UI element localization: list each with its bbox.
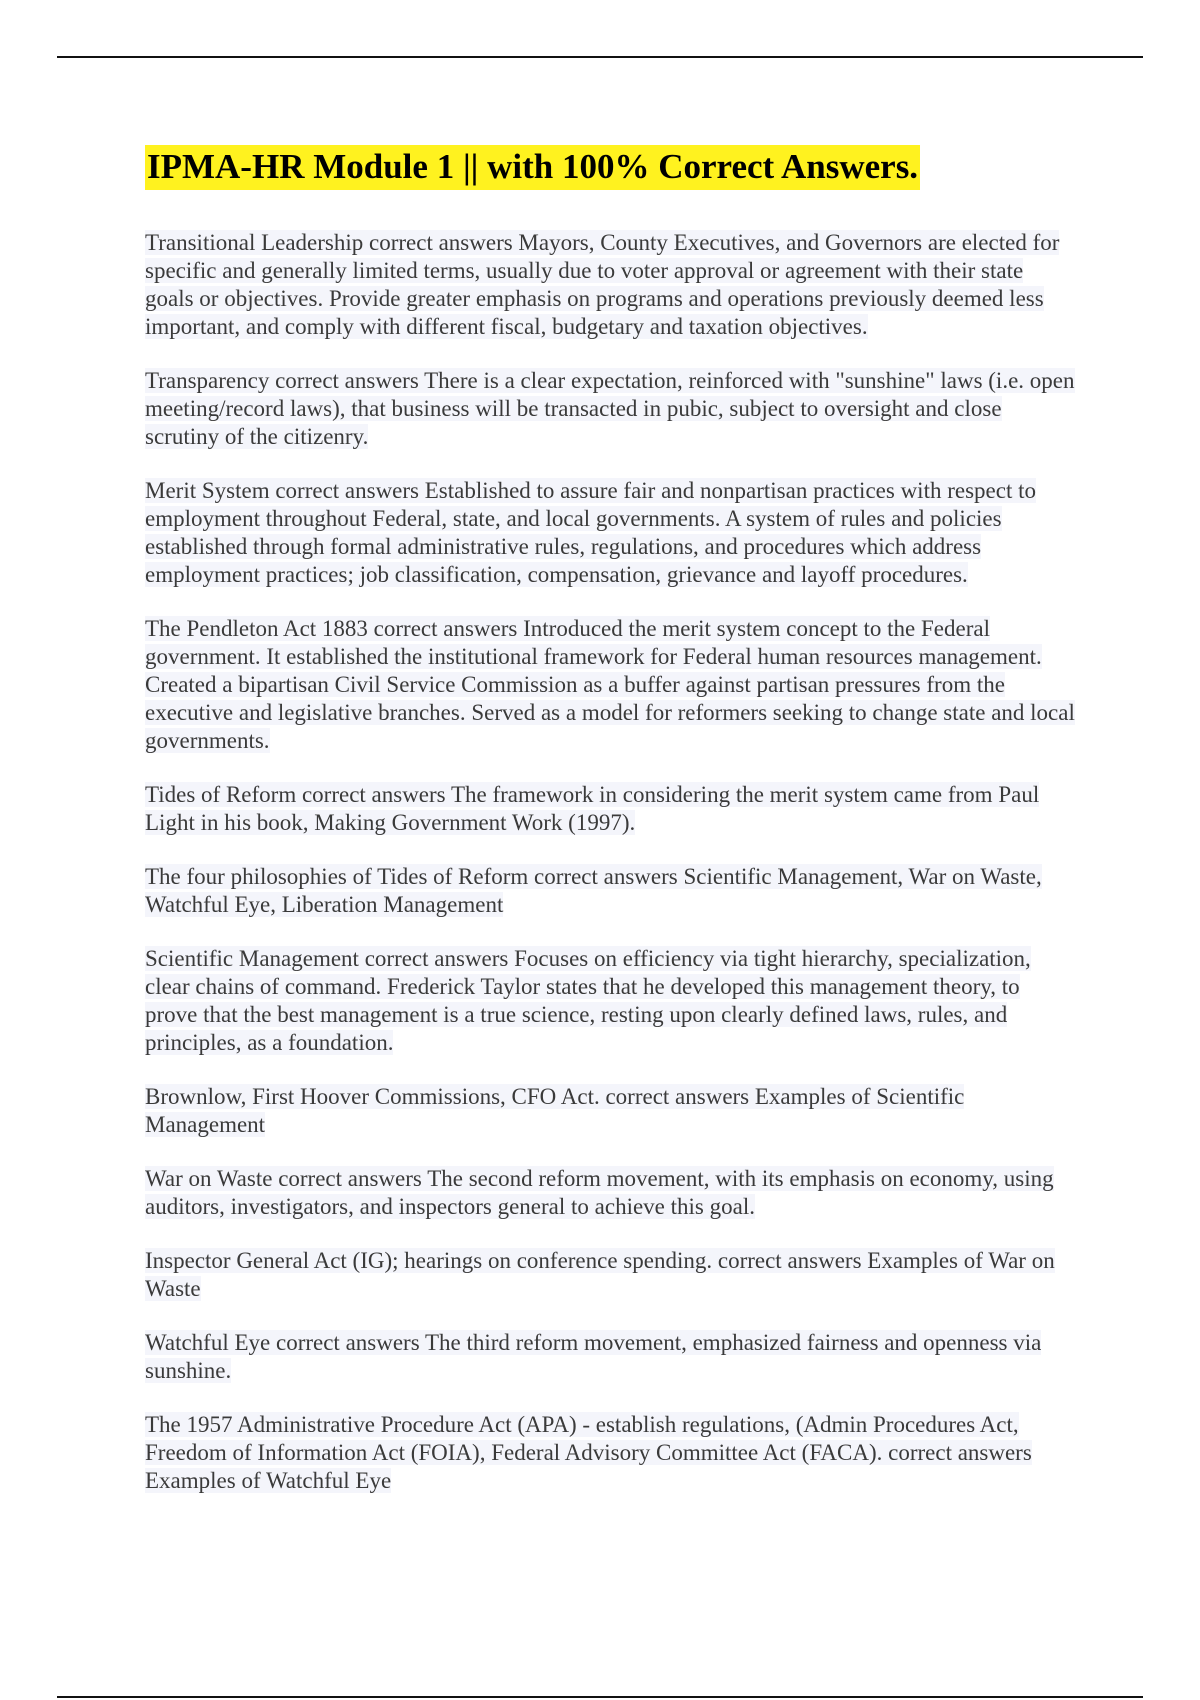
qa-entry: The 1957 Administrative Procedure Act (APA) - establish regulations, (Admin Procedures Act, Freedom of Information Act (FOIA), Federal Advisory Committee Act (FACA). correct answers Examples of Watchful Eye xyxy=(145,1412,1032,1493)
qa-entry: The four philosophies of Tides of Reform correct answers Scientific Management, War on Waste, Watchful Eye, Liberation Management xyxy=(145,864,1042,917)
qa-entry: Scientific Management correct answers Focuses on efficiency via tight hierarchy, specialization, clear chains of command. Frederick Taylor states that he developed this management theory, to prove that the best management is a true science, resting upon clearly defined laws, rules, and principles, as a foundation. xyxy=(145,946,1031,1055)
title-line xyxy=(145,142,1075,199)
qa-entry: Inspector General Act (IG); hearings on conference spending. correct answers Examples of War on Waste xyxy=(145,1248,1055,1301)
qa-entry: Brownlow, First Hoover Commissions, CFO Act. correct answers Examples of Scientific Management xyxy=(145,1084,965,1137)
bottom-rule xyxy=(57,1696,1143,1698)
top-rule xyxy=(57,56,1143,58)
qa-entry: Tides of Reform correct answers The framework in considering the merit system came from Paul Light in his book, Making Government Work (1997). xyxy=(145,782,1040,835)
qa-entry: Watchful Eye correct answers The third reform movement, emphasized fairness and openness via sunshine. xyxy=(145,1330,1042,1383)
document-body xyxy=(145,142,1075,1521)
qa-entry: Transparency correct answers There is a clear expectation, reinforced with "sunshine" laws (i.e. open meeting/record laws), that business will be transacted in pubic, subject to oversight and close scrutiny of the citizenry. xyxy=(145,368,1075,449)
qa-entry: The Pendleton Act 1883 correct answers Introduced the merit system concept to the Federal government. It established the institutional framework for Federal human resources management. Created a bipartisan Civil Service Commission as a buffer against partisan pressures from the executive and legislative branches. Served as a model for reformers seeking to change state and local governments. xyxy=(145,616,1075,753)
qa-entry: Transitional Leadership correct answers Mayors, County Executives, and Governors are elected for specific and generally limited terms, usually due to voter approval or agreement with their state goals or objectives. Provide greater emphasis on programs and operations previously deemed less important, and comply with different fiscal, budgetary and taxation objectives. xyxy=(145,230,1060,339)
qa-entry: Merit System correct answers Established to assure fair and nonpartisan practices with respect to employment throughout Federal, state, and local governments. A system of rules and policies established through formal administrative rules, regulations, and procedures which address employment practices; job classification, compensation, grievance and layoff procedures. xyxy=(145,478,1036,587)
qa-entry: War on Waste correct answers The second reform movement, with its emphasis on economy, using auditors, investigators, and inspectors general to achieve this goal. xyxy=(145,1166,1054,1219)
document-title: IPMA-HR Module 1 || with 100% Correct Answers. xyxy=(145,145,920,190)
